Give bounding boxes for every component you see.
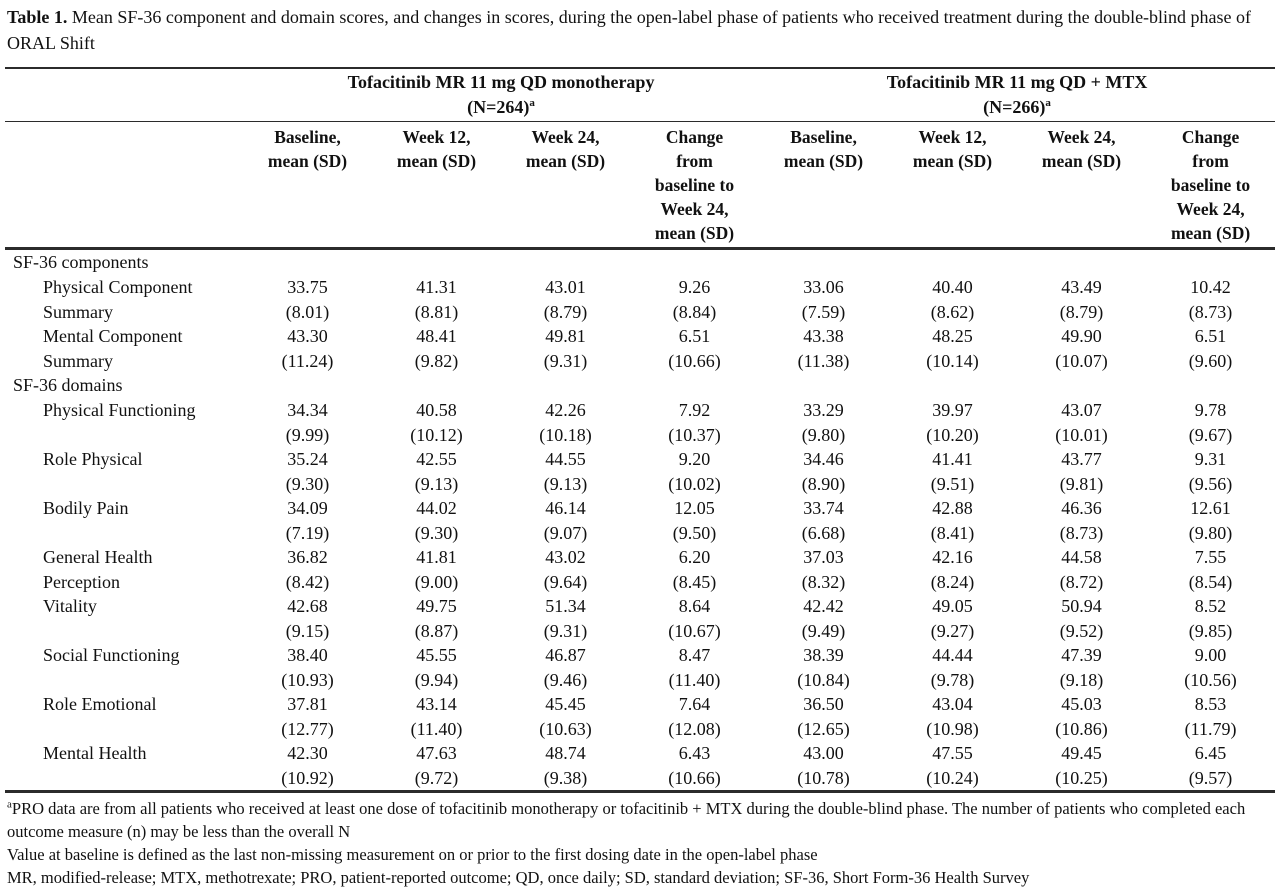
footnote-pro: $^a$PRO data are from all patients who received at least one dose of tofacitinib monotherapy or tofacitinib + MTX during the double-blind phase. The number of patients who completed each outcome measure (n) may be less than the overall N (7, 798, 1246, 841)
sd-value: (8.24) (930, 571, 975, 592)
sd-value: (8.72) (1059, 571, 1104, 592)
footnote-baseline: Value at baseline is defined as the last non-missing measurement on or prior to the first dosing date in the open-label phase (7, 845, 818, 864)
value-cell (630, 447, 759, 496)
sd-value: (10.01) (1055, 424, 1108, 445)
sd-value: (9.00) (414, 571, 459, 592)
sd-value: (10.20) (926, 424, 979, 445)
mean-value: 44.02 (416, 498, 457, 518)
sd-value: (9.38) (543, 767, 588, 788)
value-cell (372, 741, 501, 792)
sd-value: (9.07) (543, 522, 588, 543)
mean-value: 42.42 (803, 596, 844, 616)
mean-value: 40.40 (932, 277, 973, 297)
sd-value: (8.79) (543, 301, 588, 322)
sd-value: (10.63) (539, 718, 592, 739)
sd-value: (9.80) (801, 424, 846, 445)
value-cell (888, 496, 1017, 545)
value-cell (759, 741, 888, 792)
sd-value: (9.80) (1188, 522, 1233, 543)
sd-value: (10.12) (410, 424, 463, 445)
mean-value: 49.90 (1061, 326, 1102, 346)
group-n: (N=266)$^a$ (983, 97, 1051, 117)
sd-value: (8.41) (930, 522, 975, 543)
row-label: General Health Perception (43, 547, 153, 592)
value-cell (243, 692, 372, 741)
mean-value: 44.44 (932, 645, 973, 665)
value-cell (759, 275, 888, 324)
sd-value: (9.94) (414, 669, 459, 690)
sd-value: (6.68) (801, 522, 846, 543)
value-cell (630, 692, 759, 741)
group-name: Tofacitinib MR 11 mg QD monotherapy (347, 72, 655, 92)
mean-value: 34.34 (287, 400, 328, 420)
table-row (5, 324, 1275, 373)
stub-cell (5, 68, 243, 122)
value-cell (1017, 643, 1146, 692)
table-row (5, 741, 1275, 792)
group-name: Tofacitinib MR 11 mg QD + MTX (886, 72, 1148, 92)
value-cell (759, 398, 888, 447)
mean-value: 37.81 (287, 694, 328, 714)
row-label: Mental Health (43, 743, 147, 763)
sd-value: (8.01) (285, 301, 330, 322)
mean-value: 46.14 (545, 498, 586, 518)
value-cell (372, 496, 501, 545)
mean-value: 44.55 (545, 449, 586, 469)
value-cell (1017, 324, 1146, 373)
mean-value: 33.29 (803, 400, 844, 420)
sd-value: (8.79) (1059, 301, 1104, 322)
sd-value: (9.67) (1188, 424, 1233, 445)
sd-value: (10.25) (1055, 767, 1108, 788)
value-cell (372, 324, 501, 373)
mean-value: 36.50 (803, 694, 844, 714)
value-cell (372, 643, 501, 692)
value-cell (501, 324, 630, 373)
mean-value: 48.25 (932, 326, 973, 346)
sd-value: (8.45) (672, 571, 717, 592)
value-cell (243, 447, 372, 496)
group-n: (N=264)$^a$ (467, 97, 535, 117)
table-row (5, 275, 1275, 324)
mean-value: 33.75 (287, 277, 328, 297)
row-label: Physical Functioning (43, 400, 196, 420)
value-cell (372, 545, 501, 594)
column-header: Week 12, mean (SD) (888, 122, 1017, 249)
value-cell (630, 324, 759, 373)
value-cell (1146, 496, 1275, 545)
sd-value: (10.93) (281, 669, 334, 690)
sd-value: (10.78) (797, 767, 850, 788)
mean-value: 12.61 (1190, 498, 1231, 518)
column-header: Baseline, mean (SD) (759, 122, 888, 249)
mean-value: 47.63 (416, 743, 457, 763)
value-cell (759, 594, 888, 643)
value-cell (888, 594, 1017, 643)
mean-value: 7.64 (678, 694, 711, 714)
value-cell (243, 398, 372, 447)
row-label: Bodily Pain (43, 498, 129, 518)
sd-value: (8.84) (672, 301, 717, 322)
sd-value: (8.81) (414, 301, 459, 322)
column-header: Change from baseline to Week 24, mean (SD) (630, 122, 759, 249)
sd-value: (10.37) (668, 424, 721, 445)
mean-value: 6.43 (678, 743, 711, 763)
mean-value: 43.04 (932, 694, 973, 714)
row-label: Mental Component Summary (43, 326, 183, 371)
value-cell (372, 594, 501, 643)
value-cell (759, 692, 888, 741)
mean-value: 41.41 (932, 449, 973, 469)
sd-value: (7.59) (801, 301, 846, 322)
value-cell (630, 398, 759, 447)
mean-value: 46.36 (1061, 498, 1102, 518)
sd-value: (10.98) (926, 718, 979, 739)
value-cell (501, 741, 630, 792)
mean-value: 33.06 (803, 277, 844, 297)
row-label: Social Functioning (43, 645, 180, 665)
value-cell (243, 545, 372, 594)
sd-value: (9.56) (1188, 473, 1233, 494)
mean-value: 43.30 (287, 326, 328, 346)
value-cell (630, 741, 759, 792)
footnote-abbreviations: MR, modified-release; MTX, methotrexate; PRO, patient-reported outcome; QD, once daily; SD, standard deviation; SF-36, Short Form-36 Health Survey (7, 868, 1030, 887)
mean-value: 8.64 (678, 596, 711, 616)
value-cell (1017, 496, 1146, 545)
sd-value: (11.40) (668, 669, 721, 690)
sd-value: (8.90) (801, 473, 846, 494)
table-number: Table 1. (7, 7, 68, 27)
value-cell (1017, 545, 1146, 594)
value-cell (1017, 447, 1146, 496)
mean-value: 42.68 (287, 596, 328, 616)
section-header: SF-36 domains (13, 375, 123, 395)
value-cell (630, 643, 759, 692)
section-header: SF-36 components (13, 252, 149, 272)
value-cell (372, 692, 501, 741)
mean-value: 6.51 (678, 326, 711, 346)
sd-value: (11.79) (1184, 718, 1237, 739)
mean-value: 9.78 (1194, 400, 1227, 420)
value-cell (888, 643, 1017, 692)
mean-value: 8.47 (678, 645, 711, 665)
sd-value: (10.24) (926, 767, 979, 788)
value-cell (501, 496, 630, 545)
mean-value: 42.26 (545, 400, 586, 420)
mean-value: 35.24 (287, 449, 328, 469)
value-cell (501, 447, 630, 496)
sd-value: (10.18) (539, 424, 592, 445)
value-cell (243, 275, 372, 324)
value-cell (888, 398, 1017, 447)
value-cell (243, 496, 372, 545)
value-cell (1146, 275, 1275, 324)
table-caption-text: Mean SF-36 component and domain scores, and changes in scores, during the open-label phase of patients who received treatment during the double-blind phase of ORAL Shift (7, 7, 1252, 53)
sd-value: (9.30) (414, 522, 459, 543)
sd-value: (10.14) (926, 350, 979, 371)
table-row (5, 692, 1275, 741)
sd-value: (9.18) (1059, 669, 1104, 690)
mean-value: 51.34 (545, 596, 586, 616)
sd-value: (10.86) (1055, 718, 1108, 739)
mean-value: 41.81 (416, 547, 457, 567)
sd-value: (10.67) (668, 620, 721, 641)
mean-value: 49.75 (416, 596, 457, 616)
table-row (5, 447, 1275, 496)
value-cell (372, 447, 501, 496)
mean-value: 34.46 (803, 449, 844, 469)
mean-value: 8.52 (1194, 596, 1227, 616)
value-cell (243, 324, 372, 373)
value-cell (1017, 594, 1146, 643)
sd-value: (11.38) (797, 350, 850, 371)
sd-value: (9.50) (672, 522, 717, 543)
table-row (5, 496, 1275, 545)
mean-value: 6.45 (1194, 743, 1227, 763)
value-cell (630, 275, 759, 324)
sd-value: (12.08) (668, 718, 721, 739)
mean-value: 50.94 (1061, 596, 1102, 616)
column-header: Week 24, mean (SD) (1017, 122, 1146, 249)
sd-value: (9.30) (285, 473, 330, 494)
mean-value: 43.02 (545, 547, 586, 567)
value-cell (1017, 741, 1146, 792)
table-body (5, 249, 1275, 792)
column-header: Week 24, mean (SD) (501, 122, 630, 249)
sd-value: (9.51) (930, 473, 975, 494)
sd-value: (9.78) (930, 669, 975, 690)
value-cell (501, 545, 630, 594)
column-header: Week 12, mean (SD) (372, 122, 501, 249)
value-cell (1146, 692, 1275, 741)
mean-value: 39.97 (932, 400, 973, 420)
value-cell (759, 324, 888, 373)
mean-value: 42.88 (932, 498, 973, 518)
sd-value: (10.66) (668, 350, 721, 371)
group-header-mtx (759, 68, 1275, 122)
value-cell (1146, 643, 1275, 692)
sd-value: (10.92) (281, 767, 334, 788)
mean-value: 48.41 (416, 326, 457, 346)
value-cell (243, 741, 372, 792)
sd-value: (9.60) (1188, 350, 1233, 371)
sd-value: (9.49) (801, 620, 846, 641)
sd-value: (9.13) (543, 473, 588, 494)
value-cell (759, 643, 888, 692)
mean-value: 6.20 (678, 547, 711, 567)
stub-cell (5, 122, 243, 249)
value-cell (630, 545, 759, 594)
value-cell (501, 692, 630, 741)
sd-value: (11.24) (281, 350, 334, 371)
value-cell (1146, 594, 1275, 643)
mean-value: 49.05 (932, 596, 973, 616)
value-cell (888, 741, 1017, 792)
mean-value: 42.55 (416, 449, 457, 469)
value-cell (759, 447, 888, 496)
value-cell (888, 324, 1017, 373)
mean-value: 43.14 (416, 694, 457, 714)
sd-value: (12.77) (281, 718, 334, 739)
section-row (5, 373, 1275, 398)
sd-value: (10.02) (668, 473, 721, 494)
mean-value: 47.55 (932, 743, 973, 763)
sd-value: (11.40) (410, 718, 463, 739)
sd-value: (9.15) (285, 620, 330, 641)
sd-value: (9.57) (1188, 767, 1233, 788)
value-cell (1146, 398, 1275, 447)
footnotes (5, 797, 1275, 889)
mean-value: 6.51 (1194, 326, 1227, 346)
mean-value: 8.53 (1194, 694, 1227, 714)
mean-value: 46.87 (545, 645, 586, 665)
mean-value: 34.09 (287, 498, 328, 518)
mean-value: 45.03 (1061, 694, 1102, 714)
value-cell (888, 447, 1017, 496)
value-cell (759, 496, 888, 545)
mean-value: 49.45 (1061, 743, 1102, 763)
mean-value: 9.00 (1194, 645, 1227, 665)
table-caption (7, 4, 1275, 56)
mean-value: 43.01 (545, 277, 586, 297)
value-cell (1017, 398, 1146, 447)
sd-value: (9.99) (285, 424, 330, 445)
mean-value: 10.42 (1190, 277, 1231, 297)
mean-value: 38.40 (287, 645, 328, 665)
group-header-row (5, 68, 1275, 122)
footnote-marker: a (1045, 97, 1051, 109)
sd-value: (8.62) (930, 301, 975, 322)
mean-value: 45.55 (416, 645, 457, 665)
value-cell (501, 398, 630, 447)
mean-value: 7.92 (678, 400, 711, 420)
value-cell (1017, 692, 1146, 741)
mean-value: 36.82 (287, 547, 328, 567)
sd-value: (9.82) (414, 350, 459, 371)
sd-value: (8.42) (285, 571, 330, 592)
table-row (5, 398, 1275, 447)
mean-value: 40.58 (416, 400, 457, 420)
mean-value: 33.74 (803, 498, 844, 518)
value-cell (372, 398, 501, 447)
value-cell (1146, 741, 1275, 792)
row-label: Role Emotional (43, 694, 157, 714)
mean-value: 42.16 (932, 547, 973, 567)
sd-value: (9.72) (414, 767, 459, 788)
sf36-scores-table (5, 67, 1275, 793)
value-cell (501, 275, 630, 324)
value-cell (1146, 447, 1275, 496)
mean-value: 44.58 (1061, 547, 1102, 567)
mean-value: 43.38 (803, 326, 844, 346)
value-cell (501, 643, 630, 692)
sd-value: (9.31) (543, 620, 588, 641)
mean-value: 43.49 (1061, 277, 1102, 297)
mean-value: 43.00 (803, 743, 844, 763)
sd-value: (9.85) (1188, 620, 1233, 641)
row-label: Role Physical (43, 449, 143, 469)
sd-value: (8.73) (1188, 301, 1233, 322)
sd-value: (9.46) (543, 669, 588, 690)
sd-value: (9.52) (1059, 620, 1104, 641)
sd-value: (10.56) (1184, 669, 1237, 690)
value-cell (888, 692, 1017, 741)
mean-value: 42.30 (287, 743, 328, 763)
mean-value: 43.07 (1061, 400, 1102, 420)
mean-value: 37.03 (803, 547, 844, 567)
sd-value: (12.65) (797, 718, 850, 739)
value-cell (243, 643, 372, 692)
row-label: Physical Component Summary (43, 277, 193, 322)
value-cell (759, 545, 888, 594)
value-cell (630, 496, 759, 545)
sd-value: (7.19) (285, 522, 330, 543)
sd-value: (10.66) (668, 767, 721, 788)
mean-value: 38.39 (803, 645, 844, 665)
table-row (5, 643, 1275, 692)
column-header: Change from baseline to Week 24, mean (SD) (1146, 122, 1275, 249)
sd-value: (9.81) (1059, 473, 1104, 494)
sd-value: (9.64) (543, 571, 588, 592)
mean-value: 49.81 (545, 326, 586, 346)
mean-value: 43.77 (1061, 449, 1102, 469)
sd-value: (10.07) (1055, 350, 1108, 371)
mean-value: 7.55 (1194, 547, 1227, 567)
value-cell (630, 594, 759, 643)
sd-value: (8.32) (801, 571, 846, 592)
sd-value: (9.27) (930, 620, 975, 641)
section-row (5, 249, 1275, 276)
value-cell (243, 594, 372, 643)
sd-value: (8.54) (1188, 571, 1233, 592)
mean-value: 9.20 (678, 449, 711, 469)
value-cell (1146, 324, 1275, 373)
value-cell (372, 275, 501, 324)
sd-value: (9.31) (543, 350, 588, 371)
table-row (5, 545, 1275, 594)
column-header-row (5, 122, 1275, 249)
mean-value: 41.31 (416, 277, 457, 297)
group-header-monotherapy (243, 68, 759, 122)
mean-value: 47.39 (1061, 645, 1102, 665)
value-cell (1146, 545, 1275, 594)
footnote-marker: a (529, 97, 535, 109)
sd-value: (8.87) (414, 620, 459, 641)
row-label: Vitality (43, 596, 97, 616)
mean-value: 48.74 (545, 743, 586, 763)
sd-value: (10.84) (797, 669, 850, 690)
mean-value: 12.05 (674, 498, 715, 518)
footnote-marker: a (7, 798, 12, 811)
sd-value: (8.73) (1059, 522, 1104, 543)
column-header: Baseline, mean (SD) (243, 122, 372, 249)
sd-value: (9.13) (414, 473, 459, 494)
mean-value: 45.45 (545, 694, 586, 714)
value-cell (1017, 275, 1146, 324)
value-cell (501, 594, 630, 643)
table-row (5, 594, 1275, 643)
value-cell (888, 275, 1017, 324)
value-cell (888, 545, 1017, 594)
mean-value: 9.26 (678, 277, 711, 297)
mean-value: 9.31 (1194, 449, 1227, 469)
